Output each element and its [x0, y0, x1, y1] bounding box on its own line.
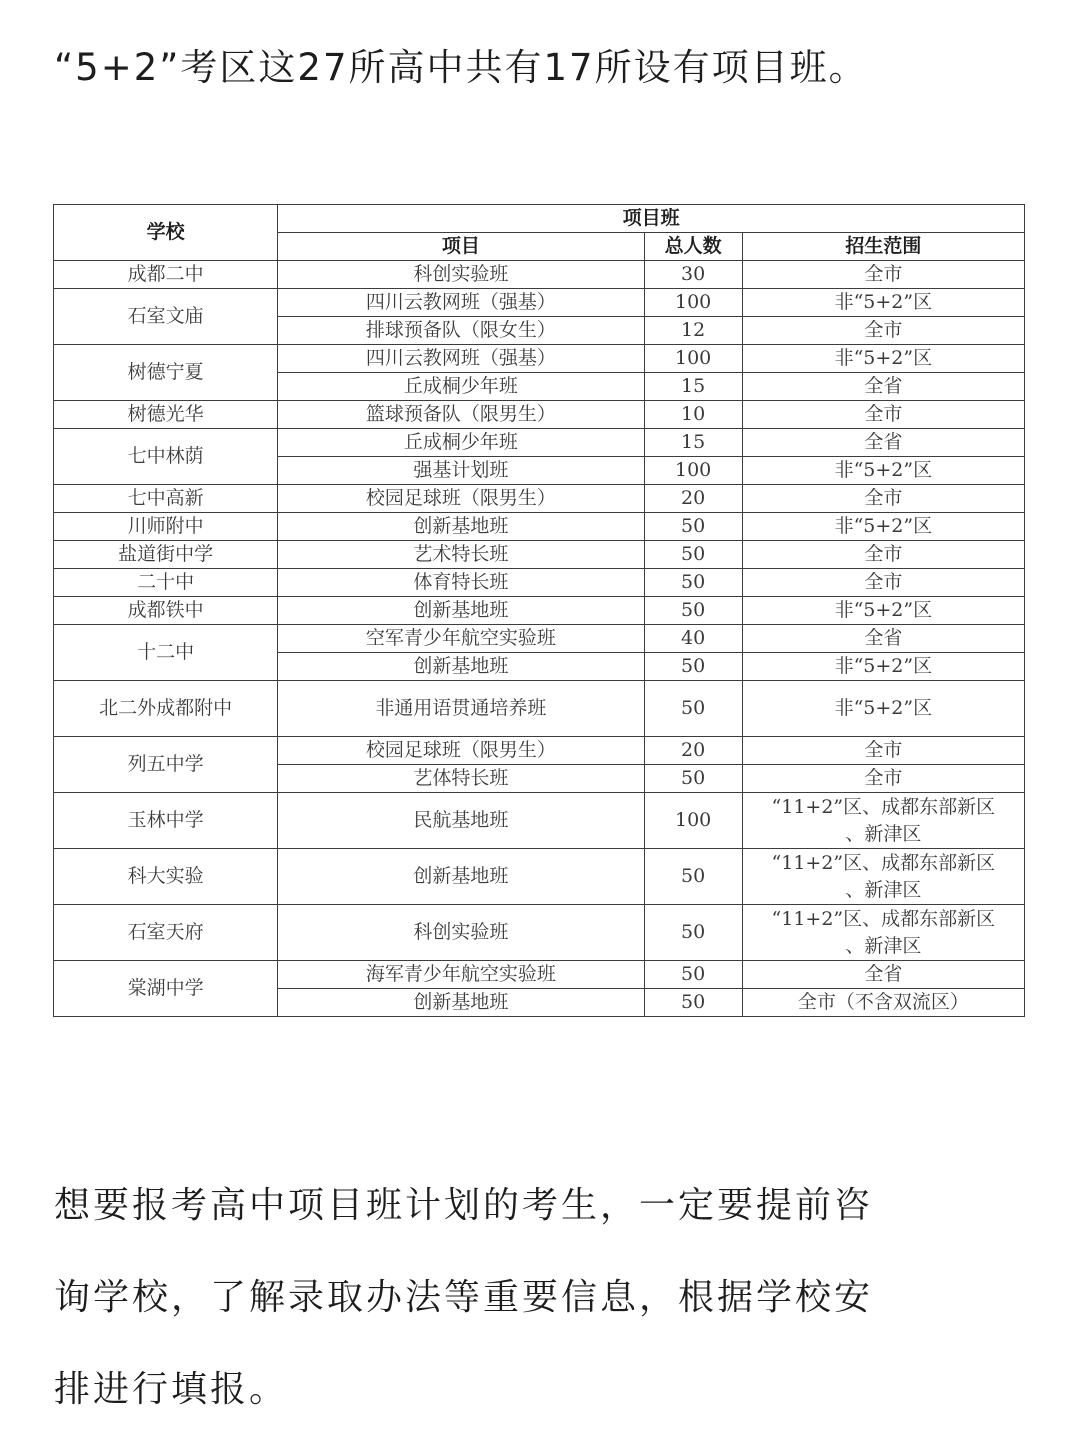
cell-range: 全市 [742, 261, 1024, 289]
cell-count: 20 [644, 737, 742, 765]
cell-project: 艺术特长班 [278, 541, 644, 569]
cell-count: 50 [644, 681, 742, 737]
table-row [54, 597, 1025, 625]
cell-project: 篮球预备队（限男生） [278, 401, 644, 429]
cell-project: 四川云教网班（强基） [278, 289, 644, 317]
cell-range-line: 、新津区 [845, 878, 922, 901]
table-row [54, 961, 1025, 989]
cell-count: 50 [644, 849, 742, 905]
cell-range: 全市 [742, 317, 1024, 345]
cell-count: 100 [644, 793, 742, 849]
cell-range: 非“5+2”区 [742, 597, 1024, 625]
cell-project: 丘成桐少年班 [278, 373, 644, 401]
cell-count: 100 [644, 345, 742, 373]
table-row [54, 849, 1025, 905]
table-row [54, 429, 1025, 457]
cell-range-line: 、新津区 [845, 822, 922, 845]
cell-range: 全省 [742, 961, 1024, 989]
cell-count: 50 [644, 905, 742, 961]
cell-project: 四川云教网班（强基） [278, 345, 644, 373]
cell-range [742, 905, 1024, 961]
cell-range: 全省 [742, 373, 1024, 401]
cell-project: 创新基地班 [278, 597, 644, 625]
cell-project: 科创实验班 [278, 261, 644, 289]
cell-school: 十二中 [54, 625, 278, 681]
table-body [54, 261, 1025, 1017]
cell-school: 列五中学 [54, 737, 278, 793]
heading: “5+2”考区这27所高中共有17所设有项目班。 [54, 46, 868, 89]
cell-school: 石室文庙 [54, 289, 278, 345]
cell-count: 100 [644, 457, 742, 485]
cell-project: 校园足球班（限男生） [278, 485, 644, 513]
cell-project: 创新基地班 [278, 989, 644, 1017]
cell-range-line: “11+2”区、成都东部新区 [771, 851, 996, 874]
cell-count: 30 [644, 261, 742, 289]
header-school: 学校 [54, 205, 278, 261]
cell-school: 二十中 [54, 569, 278, 597]
cell-project: 海军青少年航空实验班 [278, 961, 644, 989]
cell-school: 棠湖中学 [54, 961, 278, 1017]
cell-count: 10 [644, 401, 742, 429]
cell-school: 川师附中 [54, 513, 278, 541]
paragraph-line: 询学校，了解录取办法等重要信息，根据学校安 [54, 1277, 874, 1318]
table-row [54, 261, 1025, 289]
cell-project: 强基计划班 [278, 457, 644, 485]
cell-project: 艺体特长班 [278, 765, 644, 793]
cell-count: 15 [644, 373, 742, 401]
cell-range: 全市 [742, 765, 1024, 793]
table-row [54, 289, 1025, 317]
cell-school: 盐道街中学 [54, 541, 278, 569]
table-row [54, 569, 1025, 597]
cell-project: 科创实验班 [278, 905, 644, 961]
cell-count: 50 [644, 653, 742, 681]
cell-project: 创新基地班 [278, 513, 644, 541]
cell-count: 50 [644, 597, 742, 625]
cell-school: 成都二中 [54, 261, 278, 289]
cell-range: 非“5+2”区 [742, 513, 1024, 541]
cell-range: 全省 [742, 429, 1024, 457]
cell-range: 全省 [742, 625, 1024, 653]
cell-range: 全市 [742, 541, 1024, 569]
cell-count: 50 [644, 961, 742, 989]
cell-project: 非通用语贯通培养班 [278, 681, 644, 737]
header-range: 招生范围 [742, 233, 1024, 261]
cell-project: 排球预备队（限女生） [278, 317, 644, 345]
table-header-row-1 [54, 205, 1025, 233]
paragraph-line: 想要报考高中项目班计划的考生，一定要提前咨 [54, 1185, 874, 1226]
cell-count: 50 [644, 569, 742, 597]
header-count: 总人数 [644, 233, 742, 261]
cell-range-line: “11+2”区、成都东部新区 [771, 795, 996, 818]
cell-project: 民航基地班 [278, 793, 644, 849]
cell-school: 七中林荫 [54, 429, 278, 485]
project-class-table-container [53, 204, 1025, 1017]
table-row [54, 541, 1025, 569]
cell-school: 科大实验 [54, 849, 278, 905]
table-row [54, 737, 1025, 765]
table-row [54, 905, 1025, 961]
table-row [54, 513, 1025, 541]
cell-range: 全市 [742, 569, 1024, 597]
cell-range-line: “11+2”区、成都东部新区 [771, 907, 996, 930]
table-row [54, 485, 1025, 513]
cell-school: 树德光华 [54, 401, 278, 429]
cell-count: 50 [644, 989, 742, 1017]
table-row [54, 345, 1025, 373]
cell-count: 100 [644, 289, 742, 317]
cell-school: 石室天府 [54, 905, 278, 961]
cell-range: 非“5+2”区 [742, 681, 1024, 737]
cell-count: 20 [644, 485, 742, 513]
cell-school: 树德宁夏 [54, 345, 278, 401]
table-row [54, 681, 1025, 737]
cell-range: 全市 [742, 737, 1024, 765]
cell-project: 体育特长班 [278, 569, 644, 597]
project-class-table [53, 204, 1025, 1017]
cell-range: 非“5+2”区 [742, 289, 1024, 317]
cell-range: 非“5+2”区 [742, 653, 1024, 681]
cell-project: 空军青少年航空实验班 [278, 625, 644, 653]
cell-project: 创新基地班 [278, 653, 644, 681]
cell-project: 创新基地班 [278, 849, 644, 905]
header-project: 项目 [278, 233, 644, 261]
cell-count: 12 [644, 317, 742, 345]
cell-count: 50 [644, 513, 742, 541]
cell-count: 50 [644, 765, 742, 793]
header-project-class-group: 项目班 [278, 205, 1025, 233]
cell-range: 非“5+2”区 [742, 345, 1024, 373]
cell-range [742, 849, 1024, 905]
cell-range-line: 、新津区 [845, 934, 922, 957]
table-row [54, 793, 1025, 849]
cell-school: 北二外成都附中 [54, 681, 278, 737]
cell-range: 非“5+2”区 [742, 457, 1024, 485]
cell-count: 15 [644, 429, 742, 457]
cell-range: 全市 [742, 401, 1024, 429]
cell-count: 50 [644, 541, 742, 569]
cell-project: 丘成桐少年班 [278, 429, 644, 457]
table-row [54, 401, 1025, 429]
cell-school: 成都铁中 [54, 597, 278, 625]
table-row [54, 625, 1025, 653]
cell-range: 全市（不含双流区） [742, 989, 1024, 1017]
cell-range: 全市 [742, 485, 1024, 513]
cell-school: 玉林中学 [54, 793, 278, 849]
cell-project: 校园足球班（限男生） [278, 737, 644, 765]
paragraph-line: 排进行填报。 [54, 1369, 289, 1410]
cell-school: 七中高新 [54, 485, 278, 513]
cell-range [742, 793, 1024, 849]
cell-count: 40 [644, 625, 742, 653]
advice-paragraph [54, 1160, 1034, 1436]
